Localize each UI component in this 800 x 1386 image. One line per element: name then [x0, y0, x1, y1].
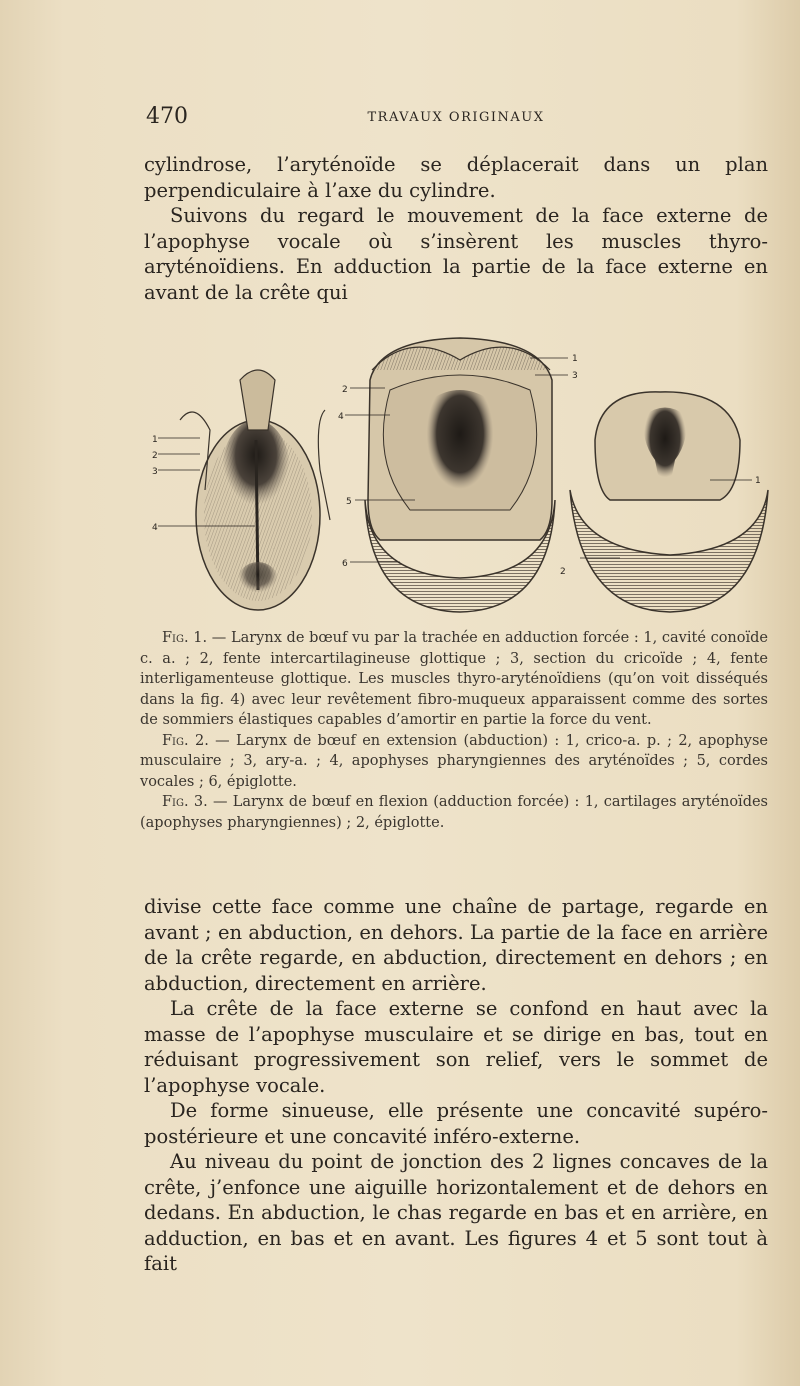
larynx-illustration: [140, 320, 770, 620]
fig2-label-2: 2: [342, 385, 348, 395]
paragraph: Suivons du regard le mouvement de la face externe de l’apophyse vocale où s’insèrent les muscles thyro-aryténoïdiens. En adduction la partie de la face externe en avant de la crête qui: [144, 204, 768, 304]
caption-text: — Larynx de bœuf en extension (abduction) : 1, crico-a. p. ; 2, apophyse musculaire ; 3, ary-a. ; 4, apophyses pharyngiennes des aryténoïdes ; 5, cordes vocales ; 6, épiglotte.: [140, 732, 768, 790]
paragraph: cylindrose, l’aryténoïde se déplacerait dans un plan perpendiculaire à l’axe du cylindre.: [144, 153, 768, 202]
paragraph: De forme sinueuse, elle présente une concavité supéro-postérieure et une concavité inféro-externe.: [144, 1099, 768, 1148]
fig2-label-3: 3: [572, 371, 578, 381]
fig1-drawing: [158, 370, 330, 610]
caption-text: — Larynx de bœuf en flexion (adduction forcée) : 1, cartilages aryténoïdes (apophyses pharyngiennes) ; 2, épiglotte.: [140, 794, 768, 831]
fig3-label-1: 1: [755, 476, 761, 486]
fig2-label-5: 5: [346, 497, 352, 507]
fig1-label-2: 2: [152, 451, 158, 461]
caption-fig3: [140, 792, 768, 833]
fig2-drawing: [345, 338, 568, 612]
fig3-label-2: 2: [560, 567, 566, 577]
fig1-label-4: 4: [152, 523, 158, 533]
body-text-top: [144, 152, 768, 305]
caption-fig1: [140, 628, 768, 731]
fig3-drawing: [570, 392, 768, 612]
paragraph: Au niveau du point de jonction des 2 lignes concaves de la crête, j’enfonce une aiguille horizontalement et de dehors en dedans. En abduction, le chas regarde en bas et en arrière, en adduction, en bas et en avant. Les figures 4 et 5 sont tout à fait: [144, 1150, 768, 1275]
fig2-label-1: 1: [572, 354, 578, 364]
larynx-figures: [140, 320, 770, 620]
paragraph: La crête de la face externe se confond en haut avec la masse de l’apophyse musculaire et se dirige en bas, tout en réduisant progressivement son relief, vers le sommet de l’apophyse vocale.: [144, 997, 768, 1097]
figure-captions: [140, 628, 768, 833]
fig1-label-3: 3: [152, 467, 158, 477]
caption-label: Fig. 1.: [162, 630, 208, 646]
caption-label: Fig. 2.: [162, 732, 209, 749]
caption-fig2: [140, 731, 768, 793]
fig2-label-6: 6: [342, 559, 348, 569]
running-title: TRAVAUX ORIGINAUX: [367, 110, 545, 125]
caption-text: — Larynx de bœuf vu par la trachée en adduction forcée : 1, cavité conoïde c. a. ; 2, fente intercartilagineuse glottique ; 3, section du cricoïde ; 4, fente interligamenteuse glottique. Les muscles thyro-aryténoïdiens (qu’on voit disséqués dans la fig. 4) avec leur revêtement fibro-muqueux apparaissent comme des sortes de sommiers élastiques capables d’amortir en partie la force du vent.: [140, 630, 768, 728]
fig2-label-4: 4: [338, 412, 344, 422]
fig1-label-1: 1: [152, 435, 158, 445]
body-text-bottom: [144, 894, 768, 1277]
page-number: 470: [146, 104, 188, 129]
caption-label: Fig. 3.: [162, 794, 208, 810]
paragraph: divise cette face comme une chaîne de partage, regarde en avant ; en abduction, en dehors. La partie de la face en arrière de la crête regarde, en abduction, directement en dehors ; en abduction, directement en arrière.: [144, 895, 768, 995]
page-header: [146, 104, 766, 134]
